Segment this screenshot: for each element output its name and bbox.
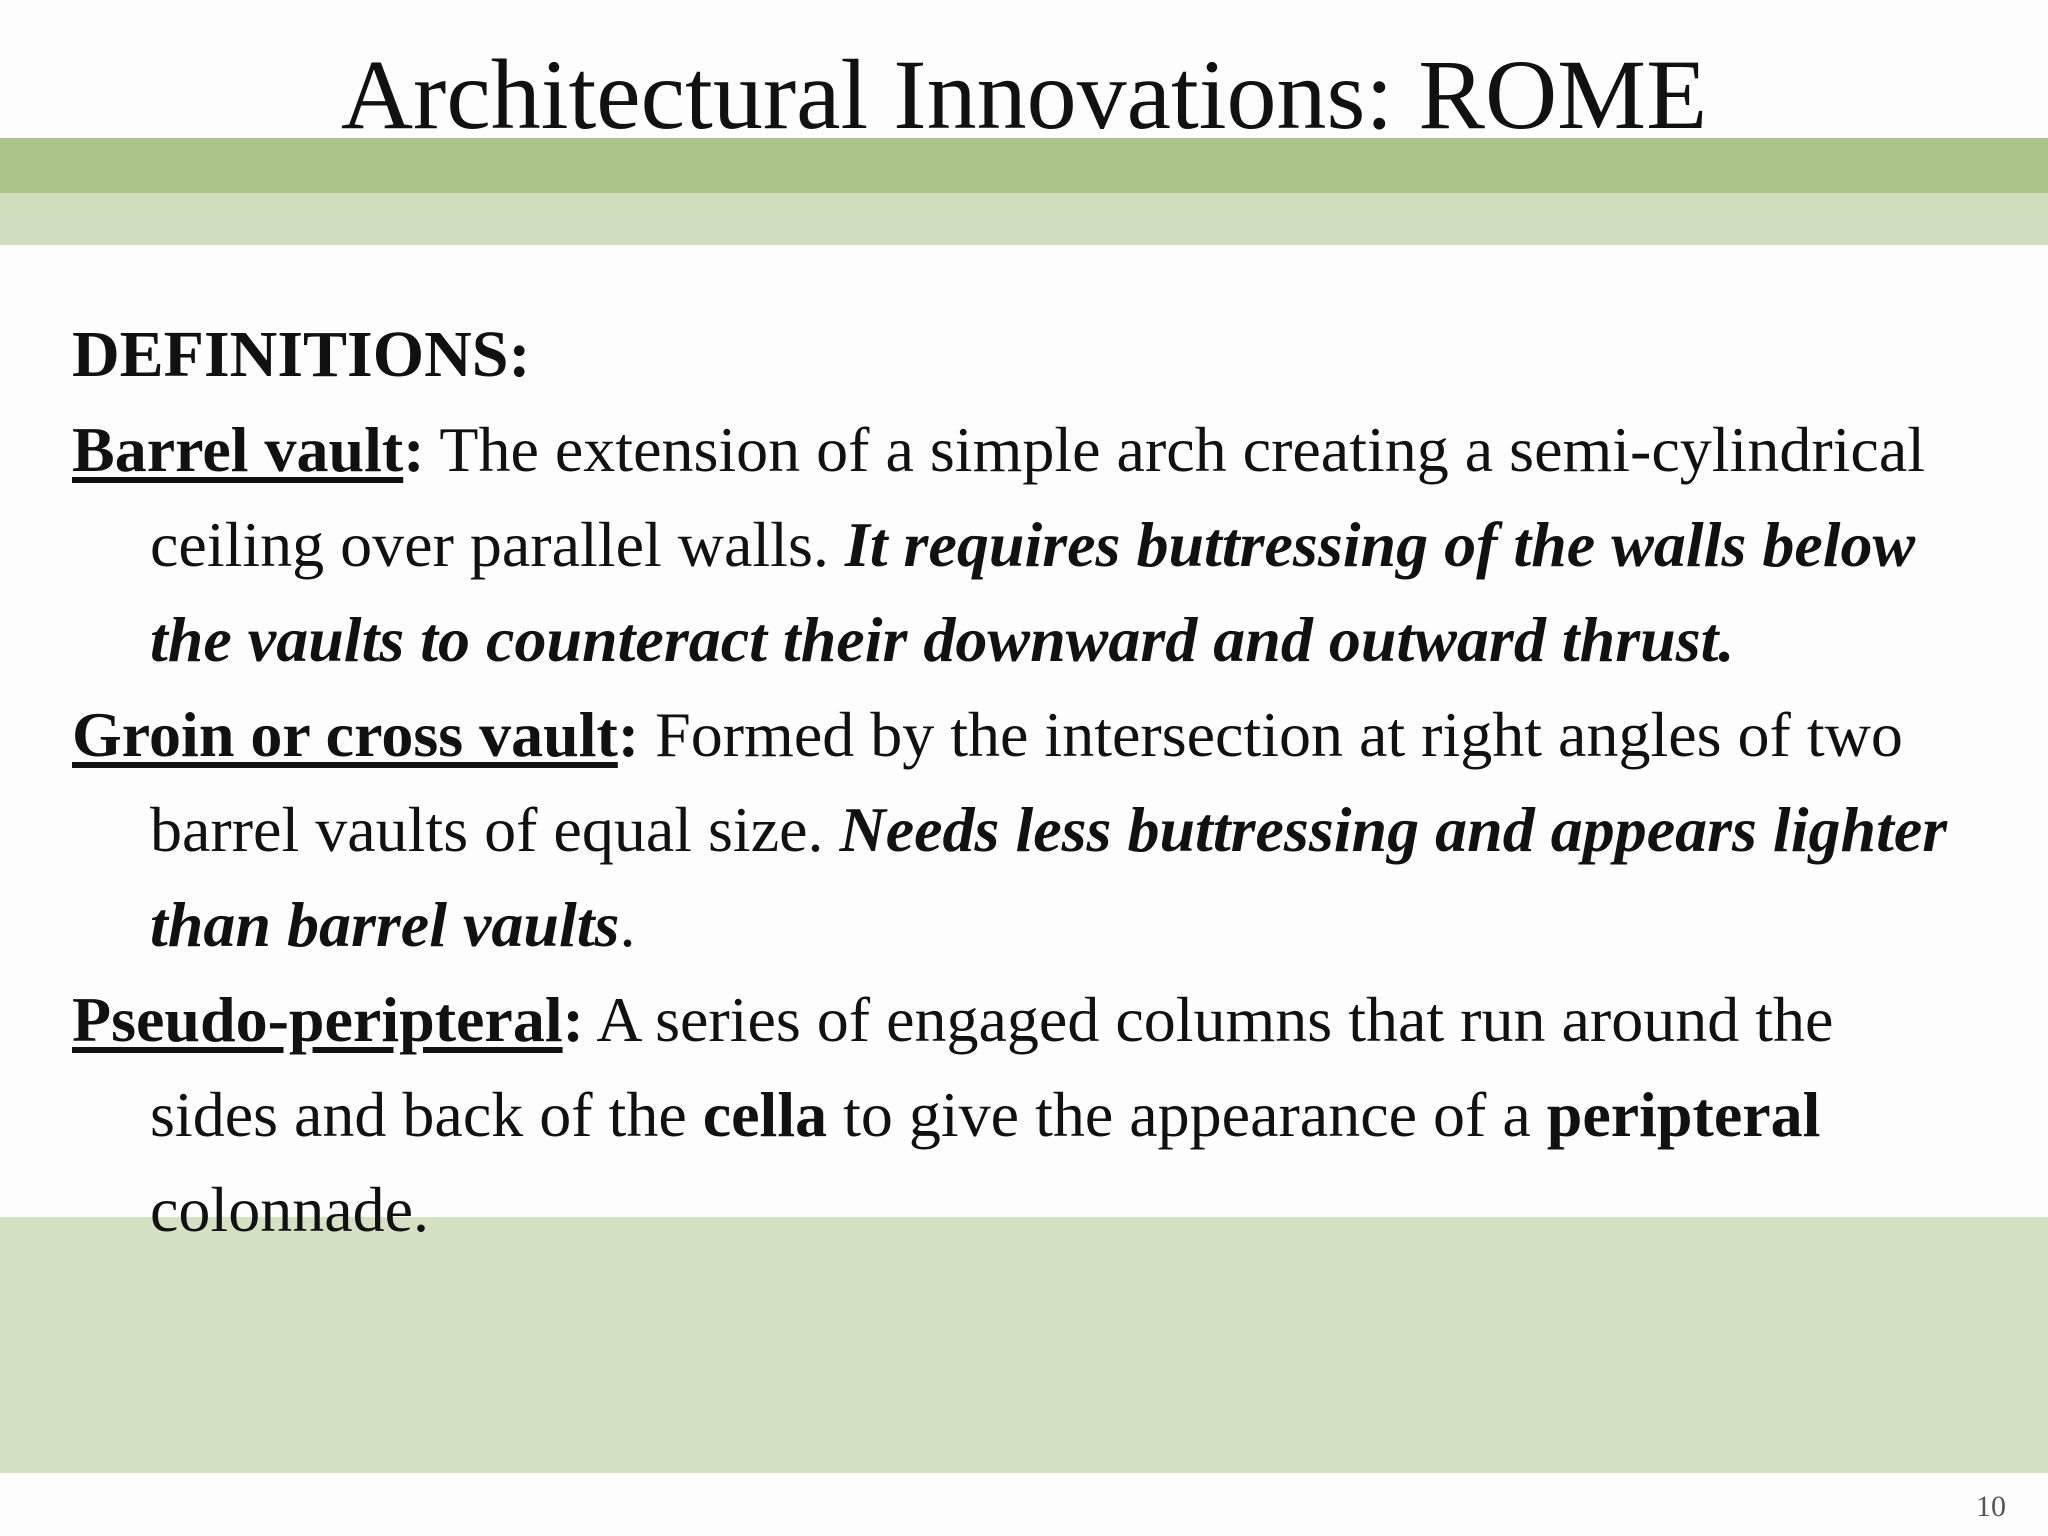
definition-trailing: . bbox=[619, 889, 636, 960]
definition-text: The extension of a simple arch creating a semi-cylindrical ceiling over parallel walls. bbox=[150, 414, 1925, 580]
definition-text: A series of engaged columns that run around the sides and back of the bbox=[150, 984, 1834, 1150]
definition-bold-peripteral: peripteral bbox=[1546, 1079, 1821, 1150]
definitions-heading: DEFINITIONS: bbox=[72, 318, 531, 391]
definition-term: Barrel vault bbox=[72, 414, 404, 485]
definitions-body bbox=[72, 307, 1972, 1257]
top-accent-band-light bbox=[0, 193, 2048, 245]
definition-text: Formed by the intersection at right angles of two barrel vaults of equal size. bbox=[150, 699, 1903, 865]
definition-pseudo-peripteral bbox=[72, 972, 1972, 1257]
definition-bold-cella: cella bbox=[702, 1079, 828, 1150]
definition-barrel-vault bbox=[72, 402, 1972, 687]
definition-text: colonnade. bbox=[150, 1174, 429, 1245]
slide-title: Architectural Innovations: ROME bbox=[340, 39, 1708, 150]
definition-groin-vault bbox=[72, 687, 1972, 972]
definition-term: Pseudo-peripteral bbox=[72, 984, 563, 1055]
definition-emphasis: It requires buttressing of the walls below the vaults to counteract their downward and outward thrust. bbox=[150, 509, 1916, 675]
definition-text: to give the appearance of a bbox=[827, 1079, 1547, 1150]
definition-emphasis: Needs less buttressing and appears lighter than barrel vaults bbox=[150, 794, 1948, 960]
definition-colon: : bbox=[562, 984, 584, 1055]
definition-term: Groin or cross vault bbox=[72, 699, 618, 770]
definition-colon: : bbox=[403, 414, 425, 485]
definition-colon: : bbox=[617, 699, 640, 770]
slide-number: 10 bbox=[1976, 1490, 2006, 1523]
